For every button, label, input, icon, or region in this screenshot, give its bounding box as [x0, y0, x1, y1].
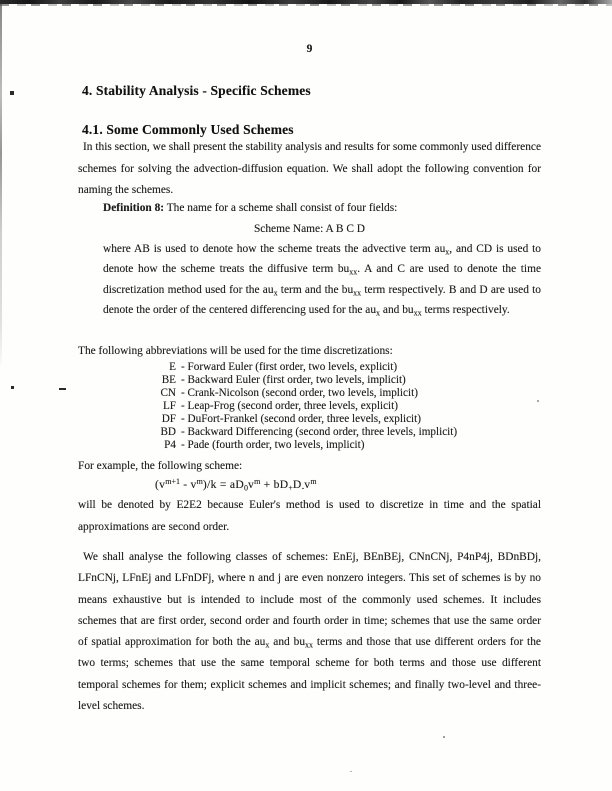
- abbreviation-code: BE: [161, 374, 176, 386]
- example-intro: For example, the following scheme:: [78, 460, 243, 472]
- section-heading: 4. Stability Analysis - Specific Schemes: [82, 83, 311, 98]
- abbreviation-row: [152, 439, 552, 452]
- abbreviation-description: - Backward Euler (first order, two levels, implicit): [181, 374, 406, 386]
- abbreviation-code: LF: [162, 400, 176, 412]
- abbreviation-row: [152, 426, 552, 439]
- abbreviation-description: - Forward Euler (first order, two levels, explicit): [181, 361, 398, 373]
- abbreviation-code: DF: [161, 413, 176, 425]
- abbreviation-code: P4: [164, 439, 176, 451]
- abbreviation-description: - DuFort-Frankel (second order, three levels, explicit): [181, 413, 422, 425]
- closing-paragraph: We shall analyse the following classes of schemes: EnEj, BEnBEj, CNnCNj, P4nP4j, BDnBDj, LFnCNj, LFnEj and LFnDFj, where n and j are even nonzero integers. This set of schemes is by no means exhaustive but is intended to include most of the commonly used schemes. It includes schemes that are first order, second order and fourth order in time; schemes that use the same order of spatial approximation for both the $au_x$ and $bu_{xx}$ terms and those that use different orders for the two terms; schemes that use the same temporal scheme for both terms and those use different temporal schemes for them; explicit schemes and implicit schemes; and finally two-level and three-level schemes.: [78, 551, 541, 713]
- abbreviation-row: [152, 374, 552, 387]
- scan-speck: [59, 388, 66, 390]
- abbreviation-description: - Crank-Nicolson (second order, two levels, implicit): [181, 387, 418, 399]
- abbreviation-row: [152, 413, 552, 426]
- abbreviation-list: [152, 361, 552, 452]
- scan-speck: [10, 91, 14, 95]
- subsection-heading: 4.1. Some Commonly Used Schemes: [82, 122, 294, 137]
- scan-speck: [443, 736, 445, 738]
- abbreviation-row: [152, 361, 552, 374]
- definition-text: The name for a scheme shall consist of four fields:: [164, 202, 398, 214]
- abbreviation-row: [152, 400, 552, 413]
- scheme-equation: $(v^{m+1} - v^m)/k = aD_0v^m + bD_+D_-v^m$: [155, 477, 317, 493]
- abbreviation-description: - Leap-Frog (second order, three levels, explicit): [181, 400, 398, 412]
- definition-line: [103, 200, 541, 216]
- abbreviation-description: - Pade (fourth order, two levels, implicit): [181, 439, 365, 451]
- page-number: 9: [306, 43, 313, 55]
- abbreviations-intro: The following abbreviations will be used for the time discretizations:: [78, 345, 393, 357]
- intro-paragraph: In this section, we shall present the stability analysis and results for some commonly used difference schemes for solving the advection-diffusion equation. We shall adopt the following convention for naming the schemes.: [78, 141, 541, 196]
- naming-explanation-paragraph: where AB is used to denote how the scheme treats the advective term $au_x$, and CD is used to denote how the scheme treats the diffusive term $bu_{xx}$. A and C are used to denote the time discretization method used for the $au_x$ term and the $bu_{xx}$ term respectively. B and D are used to denote the order of the centered differencing used for the $au_x$ and $bu_{xx}$ terms respectively.: [103, 243, 542, 318]
- scan-artifact-left-edge: [0, 4, 2, 364]
- abbreviation-code: CN: [160, 387, 176, 399]
- abbreviation-description: - Backward Differencing (second order, three levels, implicit): [181, 426, 458, 438]
- abbreviation-code: E: [169, 361, 176, 373]
- definition-label: Definition 8:: [103, 202, 165, 214]
- abbreviation-row: [152, 387, 552, 400]
- scan-speck: [350, 771, 352, 772]
- equation-explanation-paragraph: will be denoted by E2E2 because Euler's method is used to discretize in time and the spatial approximations are second order.: [78, 499, 541, 533]
- abbreviation-code: BD: [160, 426, 176, 438]
- scan-speck: [11, 386, 14, 389]
- scan-artifact-top-edge: [0, 0, 612, 4]
- scheme-name-line: Scheme Name: A B C D: [253, 223, 366, 235]
